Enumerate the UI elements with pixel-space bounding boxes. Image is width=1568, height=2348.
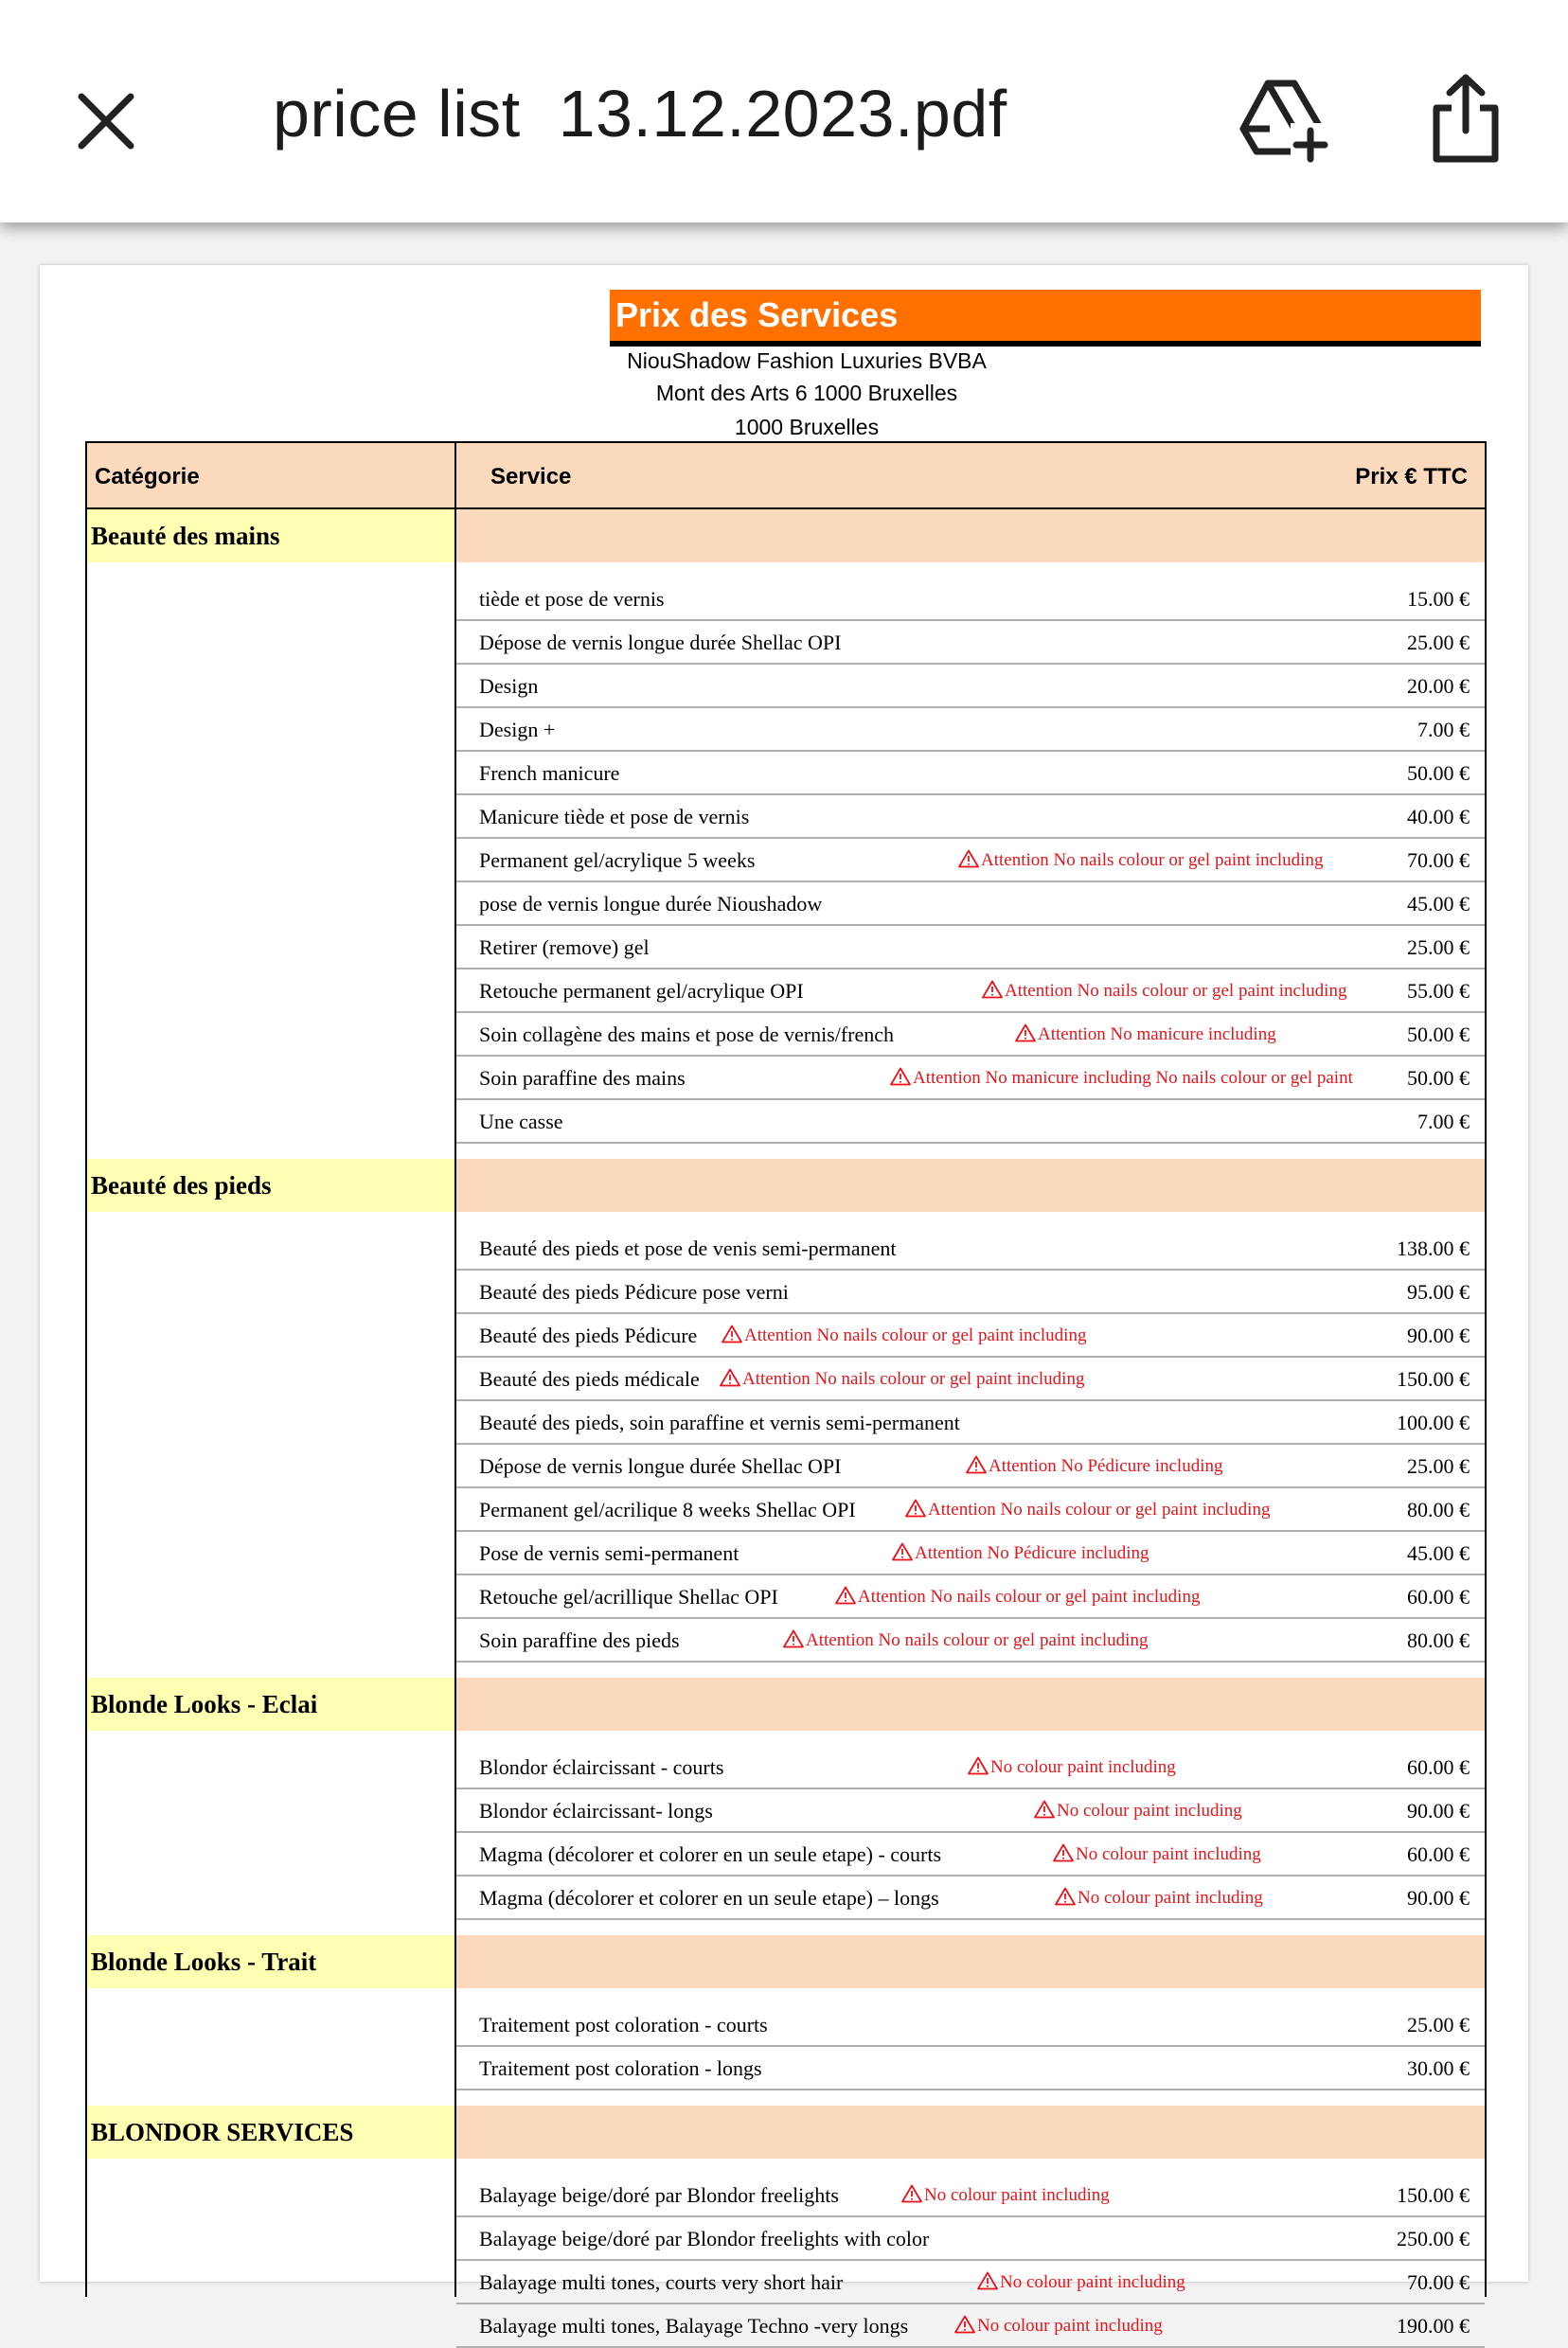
category-fill (456, 1678, 1485, 1731)
service-price: 15.00 € (1407, 587, 1470, 611)
service-price: 25.00 € (1407, 2013, 1470, 2037)
table-row (456, 1227, 1485, 1271)
table-row (456, 969, 1485, 1013)
service-price: 60.00 € (1407, 1842, 1470, 1866)
service-name: Blondor éclaircissant- longs (479, 1799, 713, 1823)
warning-text: Attention No Pédicure including (989, 1456, 1223, 1476)
category-name: Blonde Looks - Trait (87, 1935, 454, 1988)
table-row (456, 1271, 1485, 1314)
warning-text: No colour paint including (1000, 2272, 1185, 2292)
service-name: Soin paraffine des pieds (479, 1628, 680, 1652)
service-warning (968, 1746, 1176, 1789)
warning-text: Attention No manicure including (1038, 1024, 1276, 1044)
service-name: Permanent gel/acrilique 8 weeks Shellac OPI (479, 1498, 856, 1521)
table-row (456, 2047, 1485, 2090)
service-price: 50.00 € (1407, 761, 1470, 785)
service-price: 50.00 € (1407, 1023, 1470, 1046)
service-price: 90.00 € (1407, 1886, 1470, 1910)
warning-text: No colour paint including (1076, 1844, 1261, 1864)
service-name: Retouche gel/acrillique Shellac OPI (479, 1585, 778, 1609)
table-row (456, 1532, 1485, 1575)
table-row (456, 2304, 1485, 2348)
category-band (87, 2106, 1485, 2159)
warning-text: Attention No nails colour or gel paint including (981, 850, 1324, 870)
table-row (456, 1314, 1485, 1358)
service-warning (1055, 1877, 1263, 1920)
service-name: Soin collagène des mains et pose de vernis/french (479, 1023, 895, 1046)
service-price: 100.00 € (1397, 1411, 1470, 1434)
table-row (456, 1100, 1485, 1144)
warning-icon (1015, 1023, 1036, 1042)
category-band (87, 1678, 1485, 1731)
service-name: Design (479, 674, 539, 698)
table-row (456, 621, 1485, 665)
warning-icon (835, 1586, 856, 1605)
service-name: Blondor éclaircissant - courts (479, 1755, 724, 1779)
service-price: 55.00 € (1407, 979, 1470, 1003)
service-warning (892, 1532, 1149, 1575)
table-row (456, 926, 1485, 969)
service-name: Retirer (remove) gel (479, 935, 650, 959)
table-row (456, 752, 1485, 795)
table-row (456, 2003, 1485, 2047)
share-button[interactable] (1423, 70, 1508, 165)
category-name: Beauté des pieds (87, 1159, 454, 1212)
service-warning (890, 1057, 1353, 1100)
service-price: 25.00 € (1407, 1454, 1470, 1478)
column-header-service-row (456, 443, 1485, 509)
table-row (456, 708, 1485, 752)
service-warning (958, 839, 1323, 882)
table-row (456, 665, 1485, 708)
warning-icon (1053, 1843, 1074, 1862)
column-header-price: Prix € TTC (1355, 464, 1468, 489)
table-row (456, 2217, 1485, 2261)
table-row (456, 1789, 1485, 1833)
service-name: Permanent gel/acrylique 5 weeks (479, 848, 756, 872)
service-name: Traitement post coloration - longs (479, 2056, 762, 2080)
service-price: 250.00 € (1397, 2227, 1470, 2250)
table-row (456, 1575, 1485, 1619)
table-row (456, 1358, 1485, 1401)
service-warning (722, 1314, 1086, 1358)
service-name: Balayage beige/doré par Blondor freelights (479, 2183, 839, 2207)
warning-text: No colour paint including (924, 2185, 1110, 2205)
service-warning (905, 1488, 1270, 1532)
add-to-drive-button[interactable] (1236, 70, 1330, 165)
warning-icon (954, 2315, 975, 2334)
service-name: Beauté des pieds Pédicure (479, 1324, 698, 1347)
warning-icon (720, 1368, 740, 1387)
warning-text: Attention No Pédicure including (915, 1543, 1149, 1563)
service-name: Beauté des pieds, soin paraffine et vernis semi-permanent (479, 1411, 960, 1434)
service-price: 30.00 € (1407, 2056, 1470, 2080)
warning-icon (1034, 1800, 1055, 1819)
service-name: Beauté des pieds Pédicure pose verni (479, 1280, 789, 1304)
warning-icon (905, 1499, 926, 1518)
service-warning (966, 1445, 1222, 1488)
table-row (456, 795, 1485, 839)
category-band (87, 1159, 1485, 1212)
warning-icon (958, 849, 979, 868)
close-button[interactable] (68, 83, 144, 159)
table-row (456, 1445, 1485, 1488)
service-price: 7.00 € (1417, 1110, 1470, 1133)
service-name: Dépose de vernis longue durée Shellac OPI (479, 1454, 842, 1478)
warning-text: Attention No nails colour or gel paint including (1005, 981, 1347, 1001)
table-row (456, 2261, 1485, 2304)
share-icon (1423, 70, 1508, 165)
warning-icon (966, 1455, 987, 1474)
service-name: Magma (décolorer et colorer en un seule etape) - courts (479, 1842, 942, 1866)
table-row (456, 1619, 1485, 1663)
document-heading: Prix des Services (610, 290, 1481, 347)
service-price: 90.00 € (1407, 1799, 1470, 1823)
service-price: 60.00 € (1407, 1755, 1470, 1779)
warning-text: No colour paint including (977, 2316, 1163, 2336)
service-name: Design + (479, 718, 556, 741)
service-price: 80.00 € (1407, 1498, 1470, 1521)
service-warning (954, 2304, 1163, 2348)
column-divider (454, 441, 456, 2297)
category-fill (456, 509, 1485, 562)
service-price: 45.00 € (1407, 892, 1470, 916)
add-to-drive-icon (1236, 70, 1330, 165)
table-row (456, 1877, 1485, 1920)
service-warning (835, 1575, 1200, 1619)
table-row (456, 578, 1485, 621)
service-name: Une casse (479, 1110, 563, 1133)
table-row (456, 2174, 1485, 2217)
service-name: Retouche permanent gel/acrylique OPI (479, 979, 804, 1003)
category-name: Beauté des mains (87, 509, 454, 562)
warning-text: Attention No nails colour or gel paint including (928, 1500, 1271, 1520)
table-row (456, 882, 1485, 926)
service-price: 25.00 € (1407, 935, 1470, 959)
warning-icon (901, 2184, 922, 2203)
warning-icon (783, 1629, 804, 1648)
warning-text: Attention No nails colour or gel paint including (744, 1325, 1087, 1345)
service-warning (982, 969, 1346, 1013)
company-name: NiouShadow Fashion Luxuries BVBA (627, 348, 987, 373)
category-name: Blonde Looks - Eclai (87, 1678, 454, 1731)
table-row (456, 1746, 1485, 1789)
table-row (456, 1833, 1485, 1877)
service-warning (901, 2174, 1110, 2217)
warning-icon (890, 1067, 911, 1086)
warning-icon (968, 1756, 989, 1775)
warning-icon (982, 980, 1003, 999)
service-name: Magma (décolorer et colorer en un seule etape) – longs (479, 1886, 939, 1910)
service-name: Balayage beige/doré par Blondor freelights with color (479, 2227, 930, 2250)
service-price: 150.00 € (1397, 1367, 1470, 1391)
category-fill (456, 2106, 1485, 2159)
service-name: Manicure tiède et pose de vernis (479, 805, 750, 828)
warning-text: Attention No nails colour or gel paint including (806, 1630, 1149, 1650)
warning-text: Attention No nails colour or gel paint including (742, 1369, 1085, 1389)
service-warning (1053, 1833, 1261, 1877)
service-name: Balayage multi tones, Balayage Techno -very longs (479, 2314, 909, 2338)
address-line-2: 1000 Bruxelles (734, 415, 880, 439)
table-row (456, 1488, 1485, 1532)
service-warning (977, 2261, 1185, 2304)
service-price: 40.00 € (1407, 805, 1470, 828)
category-fill (456, 1935, 1485, 1988)
service-warning (720, 1358, 1084, 1401)
service-price: 80.00 € (1407, 1628, 1470, 1652)
warning-text: Attention No nails colour or gel paint including (858, 1587, 1201, 1607)
service-price: 70.00 € (1407, 848, 1470, 872)
pdf-page[interactable] (40, 265, 1528, 2338)
category-band (87, 1935, 1485, 1988)
service-price: 25.00 € (1407, 631, 1470, 654)
service-name: tiède et pose de vernis (479, 587, 665, 611)
service-warning (1034, 1789, 1242, 1833)
warning-icon (1055, 1887, 1076, 1906)
service-price: 7.00 € (1417, 718, 1470, 741)
service-price: 138.00 € (1397, 1236, 1470, 1260)
warning-icon (892, 1542, 913, 1561)
column-header-service: Service (490, 464, 572, 489)
service-price: 20.00 € (1407, 674, 1470, 698)
warning-text: No colour paint including (990, 1757, 1176, 1777)
category-fill (456, 1159, 1485, 1212)
service-name: pose de vernis longue durée Nioushadow (479, 892, 823, 916)
service-price: 70.00 € (1407, 2270, 1470, 2294)
address-line-1: Mont des Arts 6 1000 Bruxelles (655, 381, 958, 405)
service-name: Balayage multi tones, courts very short hair (479, 2270, 844, 2294)
service-price: 50.00 € (1407, 1066, 1470, 1090)
file-title: price list 13.12.2023.pdf (273, 77, 1007, 151)
service-price: 190.00 € (1397, 2314, 1470, 2338)
service-name: Soin paraffine des mains (479, 1066, 686, 1090)
service-name: Beauté des pieds médicale (479, 1367, 700, 1391)
category-name: BLONDOR SERVICES (87, 2106, 454, 2159)
warning-text: No colour paint including (1078, 1888, 1263, 1908)
top-app-bar (0, 0, 1568, 222)
column-header-category: Catégorie (87, 443, 454, 509)
category-band (87, 509, 1485, 562)
warning-icon (722, 1325, 742, 1343)
service-price: 45.00 € (1407, 1541, 1470, 1565)
close-icon (68, 83, 144, 159)
table-row (456, 1013, 1485, 1057)
service-name: Beauté des pieds et pose de venis semi-permanent (479, 1236, 897, 1260)
service-name: Traitement post coloration - courts (479, 2013, 768, 2037)
service-price: 150.00 € (1397, 2183, 1470, 2207)
service-name: Pose de vernis semi-permanent (479, 1541, 739, 1565)
service-price: 90.00 € (1407, 1324, 1470, 1347)
table-row (456, 839, 1485, 882)
warning-text: No colour paint including (1057, 1801, 1242, 1821)
service-price: 95.00 € (1407, 1280, 1470, 1304)
table-row (456, 1057, 1485, 1100)
service-name: Dépose de vernis longue durée Shellac OPI (479, 631, 842, 654)
service-warning (783, 1619, 1148, 1663)
service-name: French manicure (479, 761, 620, 785)
warning-icon (977, 2271, 998, 2290)
table-row (456, 1401, 1485, 1445)
service-warning (1015, 1013, 1276, 1057)
service-price: 60.00 € (1407, 1585, 1470, 1609)
warning-text: Attention No manicure including No nails colour or gel paint (913, 1068, 1353, 1088)
